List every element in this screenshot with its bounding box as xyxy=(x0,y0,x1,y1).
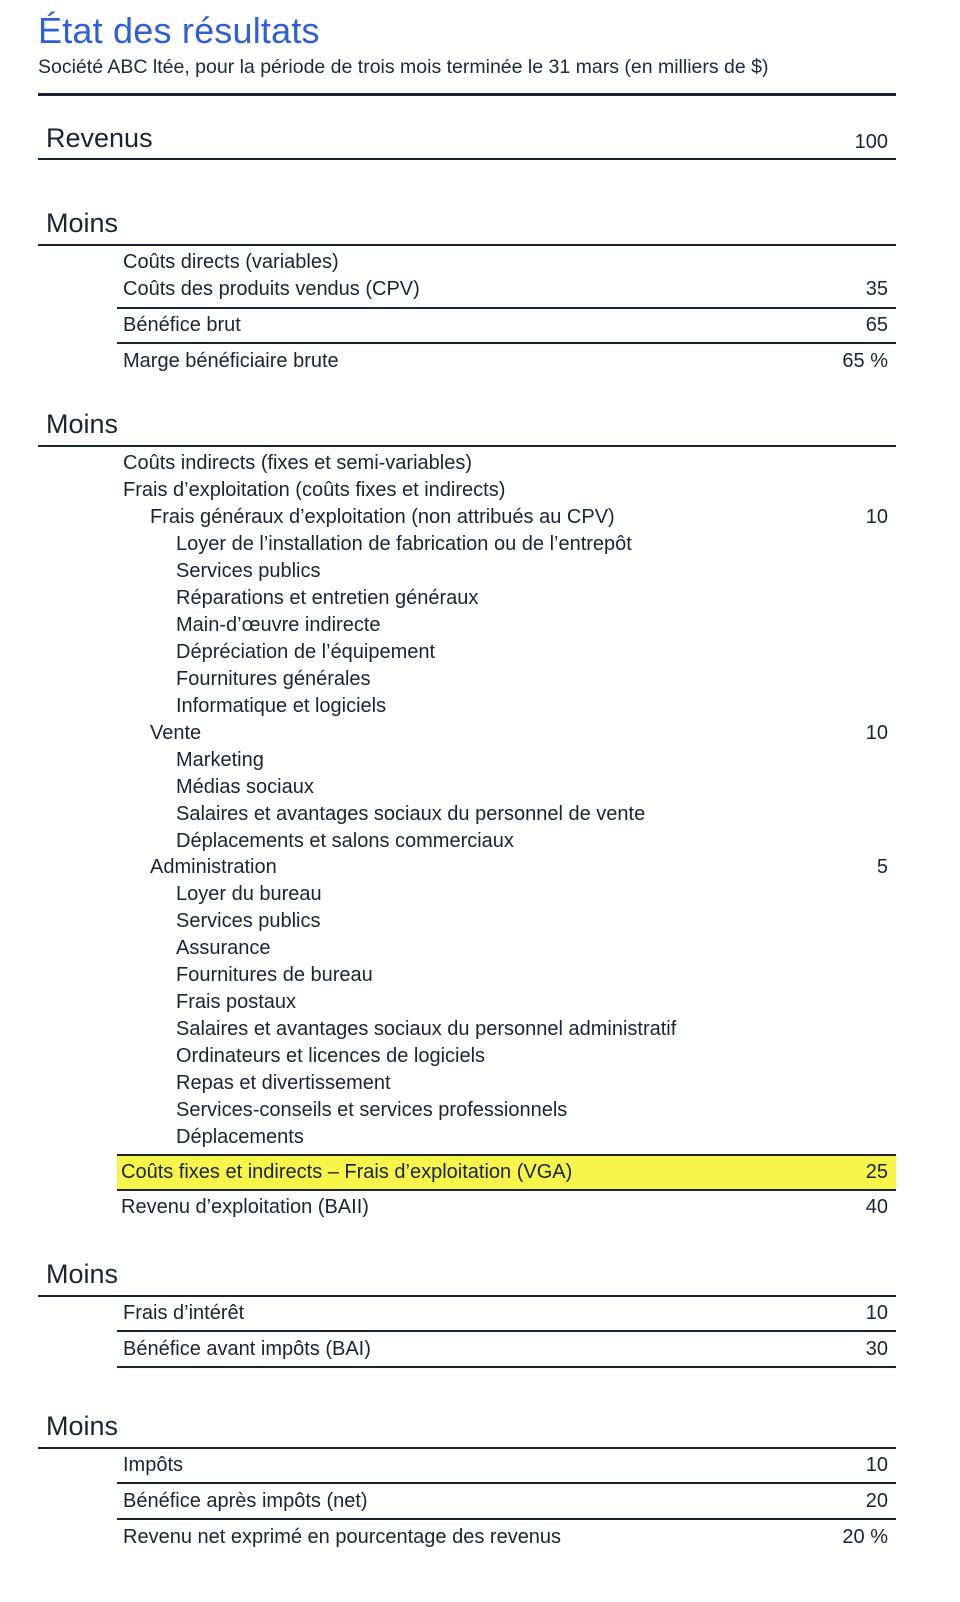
total-rule-top xyxy=(117,1154,896,1156)
list-item: Fournitures générales xyxy=(176,668,371,690)
ebit-value: 40 xyxy=(865,1196,888,1218)
section-heading-interest: Moins xyxy=(46,1259,119,1289)
net-pct-label: Revenu net exprimé en pourcentage des revenus xyxy=(123,1526,562,1548)
net-income-value: 20 xyxy=(865,1490,888,1512)
cogs-label: Coûts des produits vendus (CPV) xyxy=(123,278,420,300)
list-item: Dépréciation de l’équipement xyxy=(176,641,436,663)
list-item: Assurance xyxy=(176,937,271,959)
list-item: Médias sociaux xyxy=(176,776,314,798)
revenue-value: 100 xyxy=(854,131,888,153)
total-opex-label: Coûts fixes et indirects – Frais d’exploitation (VGA) xyxy=(121,1161,573,1183)
gross-profit-label: Bénéfice brut xyxy=(123,314,241,336)
page-subtitle: Société ABC ltée, pour la période de trois mois terminée le 31 mars (en milliers de $) xyxy=(38,56,769,78)
list-item: Repas et divertissement xyxy=(176,1072,391,1094)
net-income-label: Bénéfice après impôts (net) xyxy=(123,1490,368,1512)
ebit-label: Revenu d’exploitation (BAII) xyxy=(121,1196,369,1218)
cogs-rule xyxy=(117,307,896,309)
total-opex-value: 25 xyxy=(865,1161,888,1183)
indirect-costs-label: Coûts indirects (fixes et semi-variables) xyxy=(123,452,472,474)
list-item: Réparations et entretien généraux xyxy=(176,587,479,609)
general-opex-label: Frais généraux d’exploitation (non attribués au CPV) xyxy=(150,506,615,528)
net-income-rule xyxy=(117,1518,896,1520)
general-opex-value: 10 xyxy=(865,506,888,528)
admin-label: Administration xyxy=(150,856,277,878)
list-item: Services publics xyxy=(176,910,321,932)
direct-costs-label: Coûts directs (variables) xyxy=(123,251,339,273)
list-item: Ordinateurs et licences de logiciels xyxy=(176,1045,486,1067)
gross-profit-value: 65 xyxy=(865,314,888,336)
list-item: Services-conseils et services professionnels xyxy=(176,1099,568,1121)
admin-value: 5 xyxy=(876,856,888,878)
interest-value: 10 xyxy=(865,1302,888,1324)
list-item: Déplacements xyxy=(176,1126,304,1148)
list-item: Frais postaux xyxy=(176,991,297,1013)
section-rule-interest xyxy=(38,1295,896,1297)
section-heading-tax: Moins xyxy=(46,1411,119,1441)
sales-label: Vente xyxy=(150,722,202,744)
list-item: Services publics xyxy=(176,560,321,582)
list-item: Fournitures de bureau xyxy=(176,964,373,986)
interest-label: Frais d’intérêt xyxy=(123,1302,245,1324)
list-item: Informatique et logiciels xyxy=(176,695,387,717)
list-item: Main-d’œuvre indirecte xyxy=(176,614,381,636)
ebt-value: 30 xyxy=(865,1338,888,1360)
gross-profit-rule xyxy=(117,342,896,344)
ebt-rule xyxy=(117,1366,896,1368)
list-item: Déplacements et salons commerciaux xyxy=(176,830,514,852)
ebt-label: Bénéfice avant impôts (BAI) xyxy=(123,1338,371,1360)
section-rule-indirect xyxy=(38,445,896,447)
total-rule-bottom xyxy=(117,1189,896,1191)
revenue-label: Revenus xyxy=(46,123,153,153)
page-title: État des résultats xyxy=(38,10,320,51)
list-item: Loyer de l’installation de fabrication ou de l’entrepôt xyxy=(176,533,632,555)
net-pct-value: 20 % xyxy=(842,1526,888,1548)
sales-value: 10 xyxy=(865,722,888,744)
header-rule xyxy=(38,93,896,96)
section-heading-direct: Moins xyxy=(46,208,119,238)
revenue-rule xyxy=(38,158,896,160)
gross-margin-value: 65 % xyxy=(842,350,888,372)
list-item: Salaires et avantages sociaux du personnel de vente xyxy=(176,803,646,825)
list-item: Loyer du bureau xyxy=(176,883,322,905)
opex-label: Frais d’exploitation (coûts fixes et indirects) xyxy=(123,479,506,501)
gross-margin-label: Marge bénéficiaire brute xyxy=(123,350,339,372)
tax-value: 10 xyxy=(865,1454,888,1476)
list-item: Salaires et avantages sociaux du personnel administratif xyxy=(176,1018,677,1040)
section-rule-direct xyxy=(38,244,896,246)
cogs-value: 35 xyxy=(865,278,888,300)
tax-label: Impôts xyxy=(123,1454,184,1476)
section-heading-indirect: Moins xyxy=(46,409,119,439)
interest-rule xyxy=(117,1330,896,1332)
tax-rule xyxy=(117,1482,896,1484)
section-rule-tax xyxy=(38,1447,896,1449)
list-item: Marketing xyxy=(176,749,264,771)
